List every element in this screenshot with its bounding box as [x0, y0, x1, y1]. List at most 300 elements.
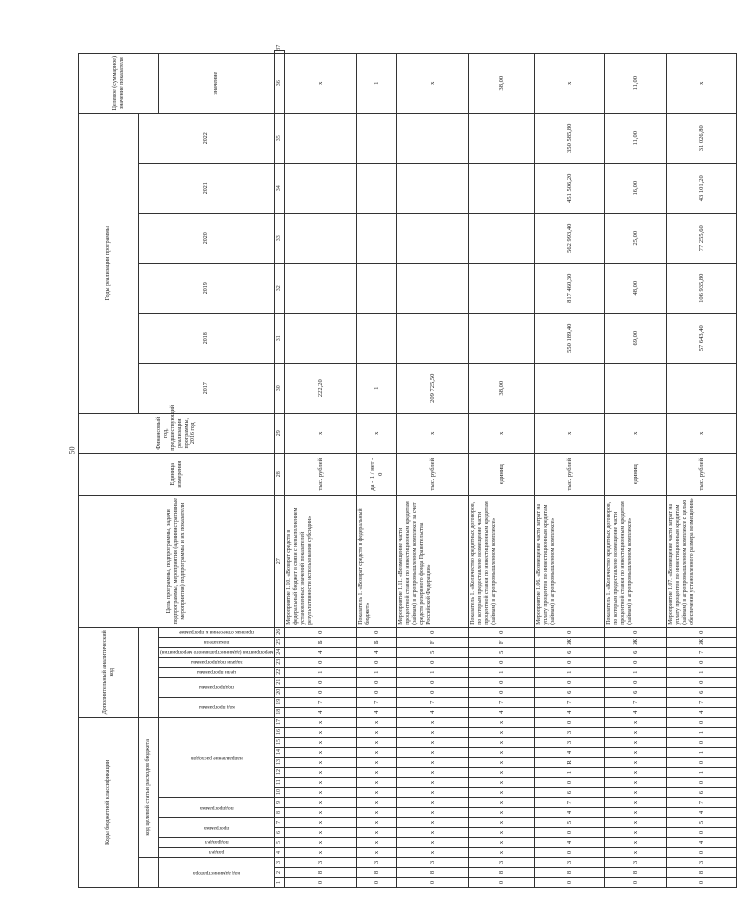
column-number: 12	[275, 768, 285, 778]
code-cell: x	[605, 778, 667, 788]
code-cell: 7	[397, 697, 469, 707]
code-cell: 3	[469, 858, 535, 868]
column-number: 32	[275, 263, 285, 313]
code-cell: 0	[535, 677, 605, 687]
code-cell: 0	[469, 687, 535, 697]
code-cell: x	[605, 768, 667, 778]
column-number: 19	[275, 697, 285, 707]
code-cell: 0	[397, 677, 469, 687]
code-cell: 0	[535, 778, 605, 788]
column-number: 13	[275, 758, 285, 768]
code-cell: 0	[535, 878, 605, 888]
code-cell: 0	[667, 677, 737, 687]
column-number: 37	[275, 51, 285, 54]
header-year-2021: 2021	[139, 163, 275, 213]
row-target: 11,00	[605, 53, 667, 113]
code-cell: x	[469, 717, 535, 727]
code-cell: x	[469, 848, 535, 858]
row-base-year: x	[535, 413, 605, 453]
row-year-value: 550 189,40	[535, 313, 605, 363]
code-cell: x	[285, 778, 357, 788]
column-number: 20	[275, 687, 285, 697]
code-cell: 0	[357, 878, 397, 888]
header-additional-codes: Дополнительный аналитический код	[79, 627, 139, 717]
row-base-year: x	[667, 413, 737, 453]
code-cell: 0	[667, 758, 737, 768]
row-base-year: x	[397, 413, 469, 453]
header-budget-codes: Коды бюджетной классификации	[79, 717, 139, 887]
header-name: Цель программы, подпрограммы, задачи подпрограммы, мероприятия (административные мероприятия) подпрограммы и их показатели	[79, 495, 275, 627]
code-cell: x	[397, 748, 469, 758]
code-cell: 4	[667, 838, 737, 848]
code-cell: x	[605, 808, 667, 818]
code-cell: x	[469, 838, 535, 848]
row-year-value	[469, 263, 535, 313]
code-cell: x	[397, 788, 469, 798]
code-cell: x	[357, 738, 397, 748]
row-name: Показатель 1. «Количество кредитных договоров, по которым предоставлено возмещение части процентной ставки по инвестиционным кредитам (займам) в агропромышленном комплексе»	[469, 495, 535, 627]
column-number: 9	[275, 798, 285, 808]
header-expense-code: код целевой статьи расходов бюджета	[139, 717, 159, 857]
code-cell: 0	[285, 627, 357, 637]
code-cell: 7	[667, 647, 737, 657]
code-cell: x	[285, 788, 357, 798]
header-add-task: задачи подпрограммы	[190, 658, 243, 665]
code-cell: x	[605, 728, 667, 738]
column-number: 27	[275, 495, 285, 627]
code-cell: 1	[285, 667, 357, 677]
header-target: Целевое (суммарное) значение показателя	[79, 53, 159, 113]
code-cell: 7	[535, 798, 605, 808]
code-cell: 0	[285, 687, 357, 697]
code-cell: 4	[357, 647, 397, 657]
code-cell: x	[285, 768, 357, 778]
header-code-admin: код администратора	[193, 869, 241, 876]
code-cell: x	[357, 728, 397, 738]
code-cell: 0	[357, 627, 397, 637]
code-cell: 0	[285, 677, 357, 687]
code-cell: x	[605, 717, 667, 727]
column-number: 36	[275, 53, 285, 113]
code-cell: x	[357, 788, 397, 798]
row-year-value	[397, 113, 469, 163]
row-year-value	[397, 163, 469, 213]
header-year-2020: 2020	[139, 213, 275, 263]
code-cell: x	[357, 848, 397, 858]
code-cell: 3	[535, 858, 605, 868]
code-cell: 0	[535, 627, 605, 637]
code-cell: x	[397, 717, 469, 727]
code-cell: 0	[357, 657, 397, 667]
code-cell: 7	[285, 697, 357, 707]
row-base-year: x	[285, 413, 357, 453]
code-cell: 1	[469, 667, 535, 677]
header-code-subprogram: подпрограмма	[199, 804, 234, 811]
code-cell: 1	[535, 768, 605, 778]
code-cell: x	[469, 788, 535, 798]
column-number: 35	[275, 113, 285, 163]
code-cell: x	[397, 848, 469, 858]
code-cell: 0	[285, 878, 357, 888]
code-cell: 7	[535, 697, 605, 707]
table-row	[469, 51, 535, 888]
code-cell: 0	[357, 687, 397, 697]
code-cell: Ж	[605, 637, 667, 647]
row-year-value: 11,00	[605, 113, 667, 163]
code-cell: x	[469, 778, 535, 788]
row-year-value	[605, 363, 667, 413]
code-cell: x	[285, 808, 357, 818]
code-cell: x	[397, 828, 469, 838]
row-year-value	[397, 213, 469, 263]
header-add-indicator: показателя	[204, 638, 230, 645]
row-unit: единиц	[469, 453, 535, 495]
code-cell: 0	[397, 878, 469, 888]
code-cell: 4	[469, 707, 535, 717]
row-base-year: x	[357, 413, 397, 453]
row-year-value	[357, 213, 397, 263]
header-code-section: раздел	[209, 849, 225, 855]
code-cell: 1	[357, 667, 397, 677]
code-cell: x	[285, 828, 357, 838]
code-cell: 3	[667, 858, 737, 868]
code-cell: x	[605, 788, 667, 798]
row-year-value: 16,00	[605, 163, 667, 213]
code-cell: 4	[535, 808, 605, 818]
row-base-year: x	[469, 413, 535, 453]
code-cell: 0	[667, 848, 737, 858]
code-cell: x	[605, 758, 667, 768]
code-cell: 4	[535, 838, 605, 848]
code-cell: R	[535, 758, 605, 768]
row-name: Показатель 1. «Количество кредитных договоров, по которым предоставлено возмещение части процентной ставки по инвестиционным кредитам (займам) в агропромышленном комплексе»	[605, 495, 667, 627]
row-year-value	[397, 313, 469, 363]
header-add-event: мероприятия (административного мероприятия)	[160, 648, 274, 655]
column-number: 10	[275, 788, 285, 798]
code-cell: x	[285, 738, 357, 748]
row-target: x	[285, 53, 357, 113]
column-number: 25	[275, 637, 285, 647]
code-cell: x	[285, 728, 357, 738]
code-cell: x	[469, 728, 535, 738]
header-unit: Единица измерения	[79, 453, 275, 495]
code-cell: 3	[535, 728, 605, 738]
column-number: 6	[275, 828, 285, 838]
budget-table	[78, 44, 737, 888]
row-unit: тыс. рублей	[667, 453, 737, 495]
column-number: 16	[275, 728, 285, 738]
row-name: Мероприятие 1.07. «Возмещение части затрат на уплату процентов по инвестиционным кредитам (займам) в агропромышленном комплексе с целью обеспечения установленного размера возмещения»	[667, 495, 737, 627]
row-target: x	[667, 53, 737, 113]
code-cell: 1	[667, 667, 737, 677]
code-cell: 0	[667, 738, 737, 748]
code-cell: 6	[535, 788, 605, 798]
code-cell: x	[285, 838, 357, 848]
header-year-2018: 2018	[139, 313, 275, 363]
code-cell: 8	[357, 868, 397, 878]
row-year-value	[357, 113, 397, 163]
code-cell: 0	[605, 878, 667, 888]
row-year-value: 209 725,50	[397, 363, 469, 413]
code-cell: x	[357, 748, 397, 758]
code-cell: x	[605, 838, 667, 848]
code-cell: 5	[667, 818, 737, 828]
row-unit: единиц	[605, 453, 667, 495]
code-cell: 0	[605, 677, 667, 687]
code-cell: x	[397, 758, 469, 768]
column-number: 4	[275, 848, 285, 858]
header-add-goal: цели программы	[197, 668, 237, 675]
code-cell: 0	[667, 778, 737, 788]
code-cell: x	[397, 738, 469, 748]
row-year-value: 817 460,30	[535, 263, 605, 313]
code-cell: 4	[357, 707, 397, 717]
table-row	[667, 51, 737, 888]
row-year-value	[357, 263, 397, 313]
code-cell: x	[357, 828, 397, 838]
code-cell: 3	[535, 738, 605, 748]
code-cell: x	[285, 748, 357, 758]
code-cell: x	[397, 838, 469, 848]
row-year-value: 25,00	[605, 213, 667, 263]
table-row	[357, 51, 397, 888]
code-cell: 7	[667, 697, 737, 707]
code-cell: x	[469, 828, 535, 838]
column-number: 8	[275, 808, 285, 818]
row-year-value	[285, 313, 357, 363]
code-cell: Ж	[667, 637, 737, 647]
code-cell: 0	[535, 657, 605, 667]
row-unit: да - 1 / нет - 0	[357, 453, 397, 495]
code-cell: 3	[397, 858, 469, 868]
code-cell: 0	[357, 677, 397, 687]
code-cell: 0	[535, 848, 605, 858]
code-cell: x	[285, 818, 357, 828]
code-cell: x	[469, 768, 535, 778]
row-target: 38,00	[469, 53, 535, 113]
code-cell: x	[605, 738, 667, 748]
code-cell: Ж	[535, 637, 605, 647]
code-cell: 4	[535, 748, 605, 758]
code-cell: 8	[285, 868, 357, 878]
code-cell: x	[357, 768, 397, 778]
header-year-2022: 2022	[139, 113, 275, 163]
code-cell: 8	[469, 868, 535, 878]
code-cell: x	[469, 818, 535, 828]
header-code-direction: направление расходов	[190, 754, 243, 761]
row-year-value: 43 101,20	[667, 163, 737, 213]
table-row	[397, 51, 469, 888]
code-cell: 6	[667, 788, 737, 798]
code-cell: 1	[667, 768, 737, 778]
code-cell: 7	[667, 798, 737, 808]
code-cell: 0	[469, 627, 535, 637]
row-year-value	[285, 113, 357, 163]
row-name: Показатель 1. «Возврат средств в федеральный бюджет»	[357, 495, 397, 627]
column-number: 28	[275, 453, 285, 495]
code-cell: x	[469, 808, 535, 818]
column-number: 31	[275, 313, 285, 363]
code-cell: 6	[605, 687, 667, 697]
row-name: Мероприятие 1.11. «Возмещение части процентной ставки по инвестиционным кредитам (займам) в агропромышленном комплексе за счет средств резервного фонда Правительства Российской Федерации»	[397, 495, 469, 627]
header-code-program: программа	[204, 824, 230, 831]
code-cell: 7	[605, 697, 667, 707]
code-cell: 0	[605, 627, 667, 637]
code-cell: 5	[397, 647, 469, 657]
row-year-value	[469, 113, 535, 163]
column-number: 5	[275, 838, 285, 848]
row-year-value	[469, 213, 535, 263]
code-cell: 8	[397, 868, 469, 878]
code-cell: x	[397, 728, 469, 738]
row-name: Мероприятие 1.10. «Возврат средств в федеральный бюджет в связи с невыполнением установленных значений показателей результативности использования субсидии»	[285, 495, 357, 627]
code-cell: x	[469, 758, 535, 768]
code-cell: 1	[535, 667, 605, 677]
code-cell: 4	[605, 707, 667, 717]
code-cell: 3	[605, 858, 667, 868]
header-year-2017: 2017	[139, 363, 275, 413]
header-add-program: код программы	[198, 704, 235, 711]
row-year-value	[667, 363, 737, 413]
code-cell: 0	[667, 627, 737, 637]
code-cell: x	[469, 748, 535, 758]
header-years-group: Годы реализации программы	[79, 113, 139, 413]
row-year-value: 106 935,80	[667, 263, 737, 313]
code-cell: 0	[667, 657, 737, 667]
code-cell: F	[469, 637, 535, 647]
code-cell: x	[605, 828, 667, 838]
code-cell: 1	[605, 667, 667, 677]
row-unit: тыс. рублей	[397, 453, 469, 495]
code-cell: 5	[469, 647, 535, 657]
code-cell: 1	[397, 667, 469, 677]
row-target: 1	[357, 53, 397, 113]
row-name: Мероприятие 1.06. «Возмещение части затрат на уплату процентов по инвестиционным кредитам (займам) в агропромышленном комплексе»	[535, 495, 605, 627]
code-cell: x	[397, 798, 469, 808]
row-year-value	[357, 163, 397, 213]
column-number: 22	[275, 667, 285, 677]
row-year-value	[285, 263, 357, 313]
code-cell: 0	[469, 677, 535, 687]
column-number: 24	[275, 647, 285, 657]
header-code-subsection: подраздел	[204, 839, 229, 845]
code-cell: 0	[667, 828, 737, 838]
table-row	[605, 51, 667, 888]
column-number: 15	[275, 738, 285, 748]
code-cell: 1	[667, 728, 737, 738]
code-cell: 0	[285, 657, 357, 667]
row-year-value: 451 506,20	[535, 163, 605, 213]
column-number: 17	[275, 717, 285, 727]
row-year-value: 562 993,40	[535, 213, 605, 263]
header-target-value: значение	[159, 53, 275, 113]
row-target: x	[535, 53, 605, 113]
code-cell: 7	[357, 697, 397, 707]
header-year-2019: 2019	[139, 263, 275, 313]
code-cell: 8	[667, 868, 737, 878]
row-year-value: 350 585,80	[535, 113, 605, 163]
header-base-year: Финансовый год, предшествующий реализации программы, 2016 год	[79, 413, 275, 453]
row-year-value	[357, 313, 397, 363]
row-year-value: 77 255,60	[667, 213, 737, 263]
row-year-value	[469, 313, 535, 363]
code-cell: 0	[667, 717, 737, 727]
code-cell: Б	[285, 637, 357, 647]
header-admin-code-group	[139, 858, 159, 888]
table-row	[535, 51, 605, 888]
code-cell: 3	[285, 858, 357, 868]
code-cell: 8	[605, 868, 667, 878]
code-cell: x	[469, 798, 535, 808]
row-year-value	[397, 263, 469, 313]
table-row	[285, 51, 357, 888]
row-year-value	[285, 163, 357, 213]
code-cell: x	[605, 848, 667, 858]
row-year-value: 31 026,80	[667, 113, 737, 163]
row-year-value: 38,00	[469, 363, 535, 413]
column-number: 7	[275, 818, 285, 828]
row-base-year: x	[605, 413, 667, 453]
column-numbers-row	[275, 51, 285, 888]
code-cell: 8	[535, 868, 605, 878]
code-cell: 0	[535, 828, 605, 838]
code-cell: 4	[667, 808, 737, 818]
code-cell: 3	[357, 858, 397, 868]
code-cell: 0	[667, 878, 737, 888]
code-cell: x	[605, 748, 667, 758]
code-cell: x	[357, 778, 397, 788]
code-cell: 6	[535, 647, 605, 657]
row-unit: тыс. рублей	[285, 453, 357, 495]
code-cell: x	[397, 778, 469, 788]
column-number: 11	[275, 778, 285, 788]
column-number: 33	[275, 213, 285, 263]
row-target: x	[397, 53, 469, 113]
code-cell: x	[357, 838, 397, 848]
column-number: 23	[275, 657, 285, 667]
header-add-subprogram: подпрограммы	[199, 684, 235, 691]
column-number: 2	[275, 868, 285, 878]
code-cell: x	[605, 798, 667, 808]
column-number: 14	[275, 748, 285, 758]
code-cell: 0	[469, 878, 535, 888]
code-cell: 6	[605, 647, 667, 657]
code-cell: 4	[535, 707, 605, 717]
code-cell: 6	[667, 687, 737, 697]
code-cell: 4	[285, 707, 357, 717]
row-year-value: 48,00	[605, 263, 667, 313]
code-cell: 0	[469, 657, 535, 667]
code-cell: 6	[535, 687, 605, 697]
code-cell: x	[469, 738, 535, 748]
code-cell: 7	[469, 697, 535, 707]
column-number: 30	[275, 363, 285, 413]
code-cell: x	[357, 717, 397, 727]
code-cell: x	[285, 717, 357, 727]
code-cell: x	[285, 848, 357, 858]
row-year-value: 69,00	[605, 313, 667, 363]
row-year-value: 57 643,40	[667, 313, 737, 363]
code-cell: 0	[605, 657, 667, 667]
code-cell: 4	[285, 647, 357, 657]
column-number: 34	[275, 163, 285, 213]
code-cell: 4	[667, 707, 737, 717]
code-cell: 5	[535, 818, 605, 828]
code-cell: x	[357, 798, 397, 808]
code-cell: 1	[667, 748, 737, 758]
column-number: 1	[275, 878, 285, 888]
code-cell: x	[285, 758, 357, 768]
